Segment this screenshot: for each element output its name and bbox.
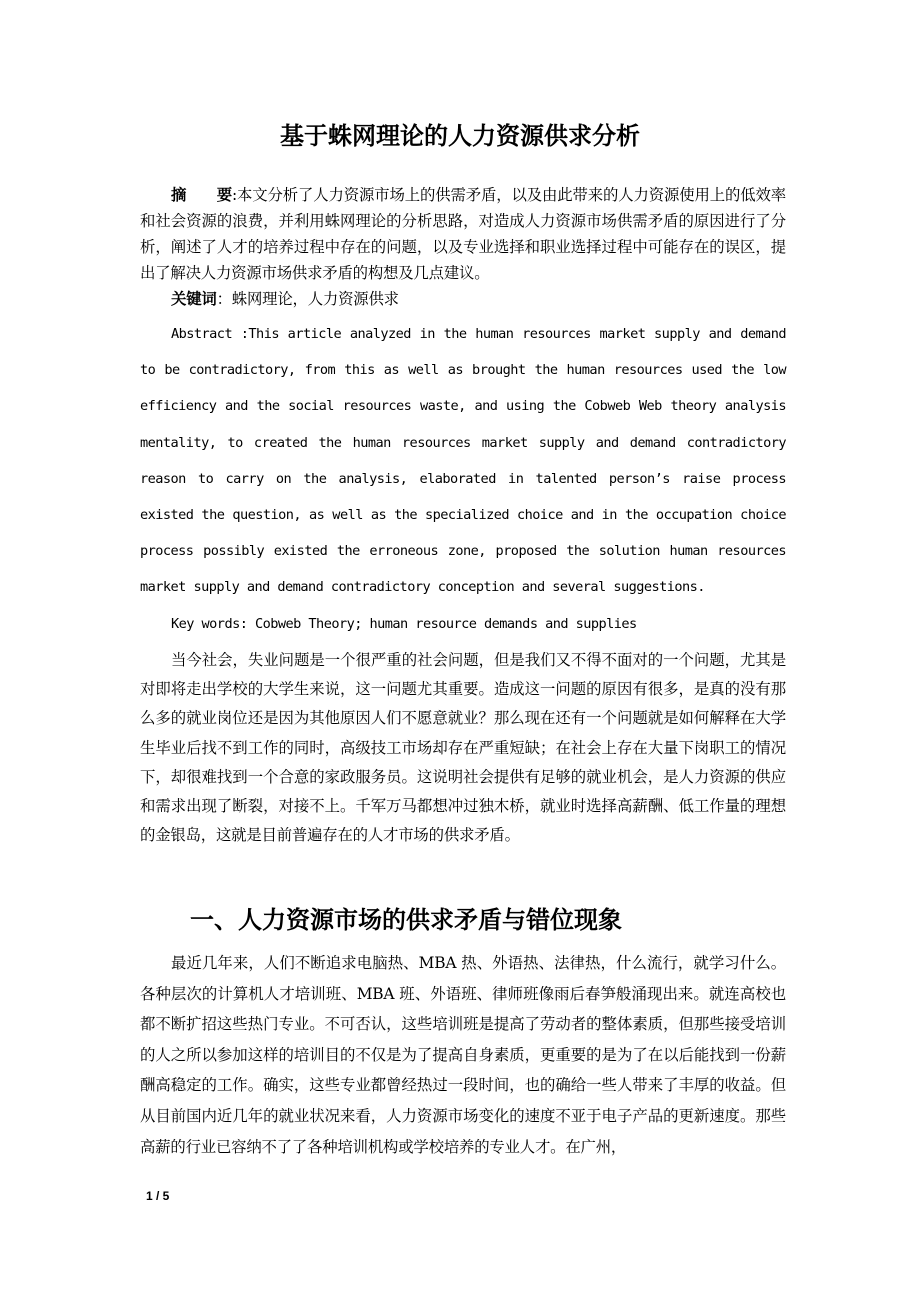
abstract-english-label: Abstract — [171, 326, 233, 342]
abstract-chinese — [140, 182, 786, 286]
abstract-english — [140, 316, 786, 606]
abstract-english-text: :This article analyzed in the human resources market supply and demand to be contradictory, from this as well as brought the human resources used the low efficiency and the social resources waste, and using the Cobweb Web theory analysis mentality, to created the human resources market supply and demand contradictory reason to carry on the analysis, elaborated in talented person’s raise process existed the question, as well as the specialized choice and in the occupation choice process possibly existed the erroneous zone, proposed the solution human resources market supply and demand contradictory conception and several suggestions. — [140, 326, 786, 596]
keywords-english-label: Key words — [171, 616, 240, 632]
section-paragraph: 最近几年来，人们不断追求电脑热、MBA 热、外语热、法律热，什么流行，就学习什么。各种层次的计算机人才培训班、MBA 班、外语班、律师班像雨后春笋般涌现出来。就连高校也都不断扩招这些热门专业。不可否认，这些培训班是提高了劳动者的整体素质，但那些接受培训的人之所以参加这样的培训目的不仅是为了提高自身素质，更重要的是为了在以后能找到一份薪酬高稳定的工作。确实，这些专业都曾经热过一段时间，也的确给一些人带来了丰厚的收益。但从目前国内近几年的就业状况来看，人力资源市场变化的速度不亚于电子产品的更新速度。那些高薪的行业已容纳不了了各种培训机构或学校培养的专业人才。在广州， — [140, 954, 786, 1156]
document-title: 基于蛛网理论的人力资源供求分析 — [280, 121, 640, 150]
page-number: 1 / 5 — [146, 1189, 170, 1203]
section-heading: 一、人力资源市场的供求矛盾与错位现象 — [190, 905, 622, 934]
abstract-chinese-text: :本文分析了人力资源市场上的供需矛盾，以及由此带来的人力资源使用上的低效率和社会资源的浪费，并利用蛛网理论的分析思路，对造成人力资源市场供需矛盾的原因进行了分析，阐述了人才的培养过程中存在的问题，以及专业选择和职业选择过程中可能存在的误区，提出了解决人力资源市场供求矛盾的构想及几点建议。 — [140, 186, 787, 282]
keywords-chinese-text: ：蛛网理论，人力资源供求 — [216, 290, 399, 308]
keywords-chinese-label: 关键词 — [171, 290, 217, 308]
keywords-english-text: : Cobweb Theory; human resource demands and supplies — [239, 616, 637, 632]
keywords-chinese — [171, 286, 399, 312]
keywords-english — [171, 606, 637, 642]
intro-paragraph: 当今社会，失业问题是一个很严重的社会问题，但是我们又不得不面对的一个问题，尤其是对即将走出学校的大学生来说，这一问题尤其重要。造成这一问题的原因有很多，是真的没有那么多的就业岗位还是因为其他原因人们不愿意就业？那么现在还有一个问题就是如何解释在大学生毕业后找不到工作的同时，高级技工市场却存在严重短缺；在社会上存在大量下岗职工的情况下，却很难找到一个合意的家政服务员。这说明社会提供有足够的就业机会，是人力资源的供应和需求出现了断裂，对接不上。千军万马都想冲过独木桥，就业时选择高薪酬、低工作量的理想的金银岛，这就是目前普遍存在的人才市场的供求矛盾。 — [140, 651, 786, 845]
abstract-chinese-label: 摘 要 — [171, 186, 233, 204]
